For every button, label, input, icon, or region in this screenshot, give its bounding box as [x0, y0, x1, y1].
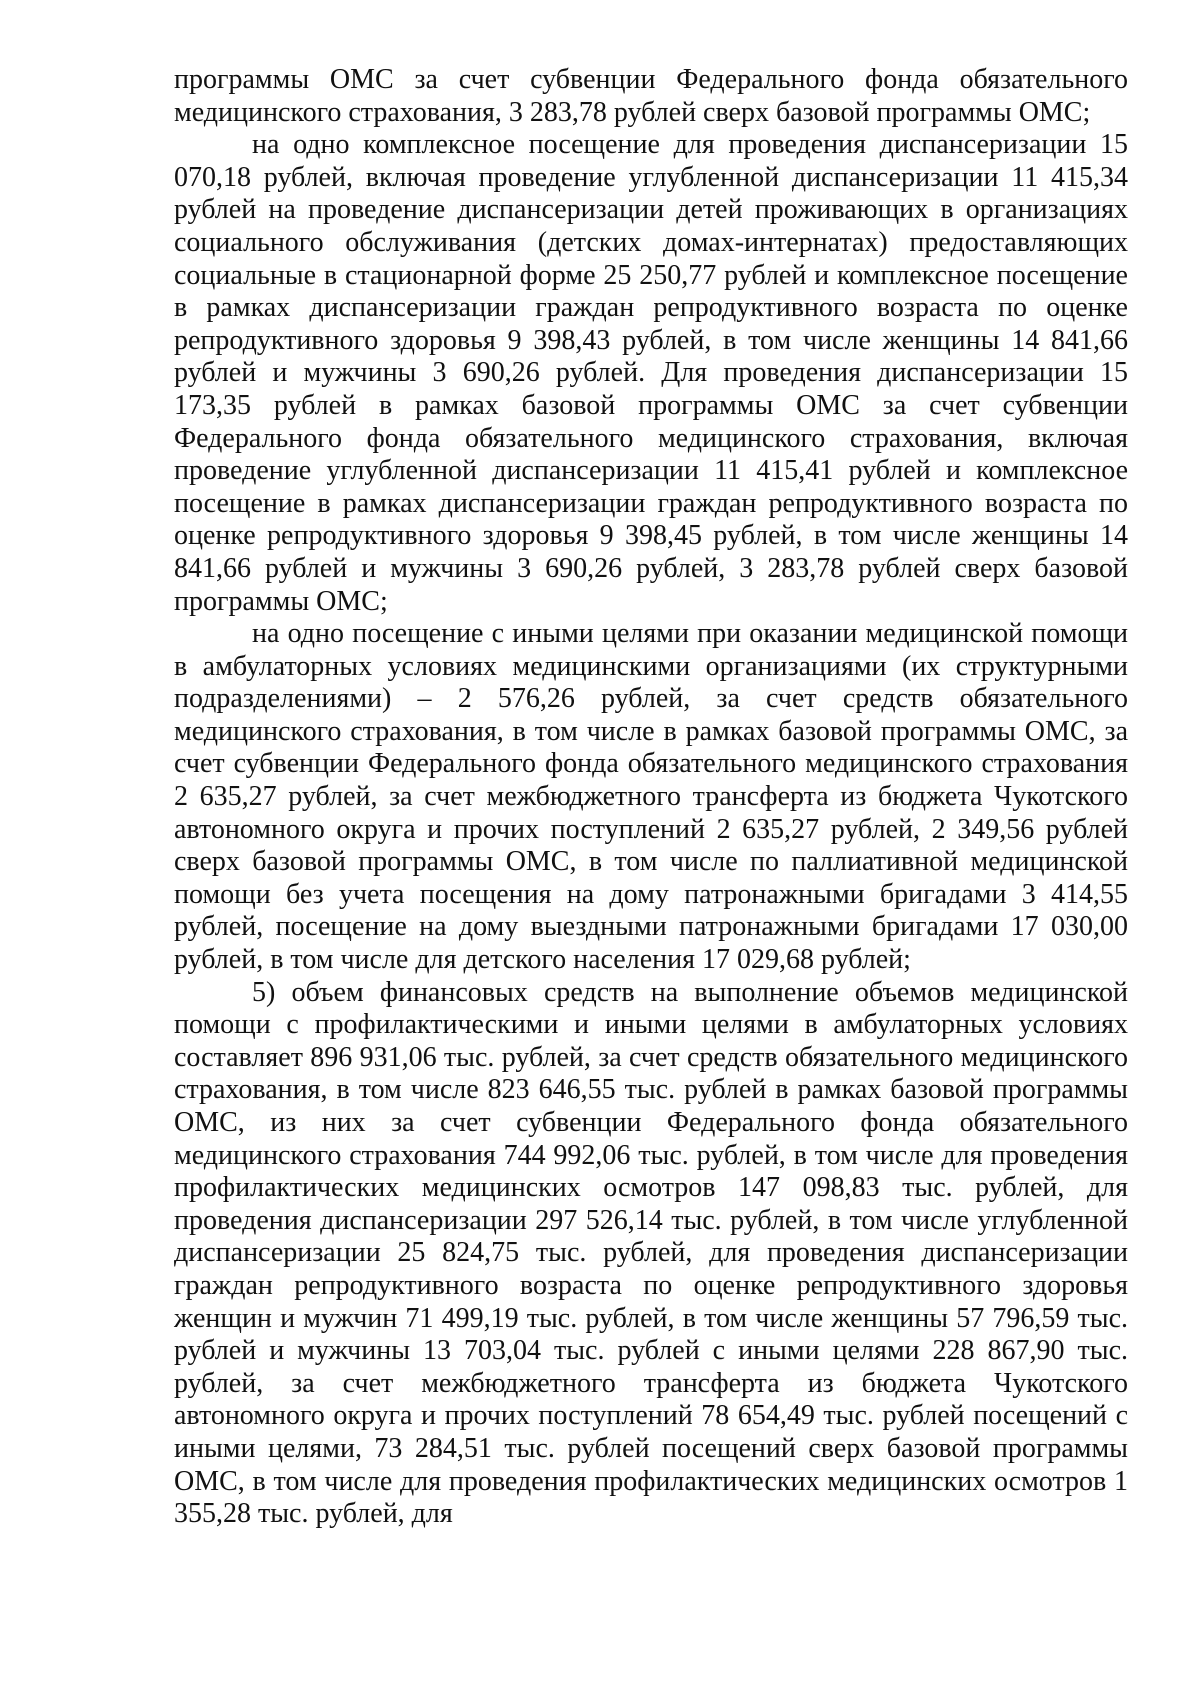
- paragraph-4: 5) объем финансовых средств на выполнение объемов медицинской помощи с профилактическими и иными целями в амбулаторных условиях составляет 896 931,06 тыс. рублей, за счет средств обязательного медицинского страхования, в том числе 823 646,55 тыс. рублей в рамках базовой программы ОМС, из них за счет субвенции Федерального фонда обязательного медицинского страхования 744 992,06 тыс. рублей, в том числе для проведения профилактических медицинских осмотров 147 098,83 тыс. рублей, для проведения диспансеризации 297 526,14 тыс. рублей, в том числе углубленной диспансеризации 25 824,75 тыс. рублей, для проведения диспансеризации граждан репродуктивного возраста по оценке репродуктивного здоровья женщин и мужчин 71 499,19 тыс. рублей, в том числе женщины 57 796,59 тыс. рублей и мужчины 13 703,04 тыс. рублей с иными целями 228 867,90 тыс. рублей, за счет межбюджетного трансферта из бюджета Чукотского автономного округа и прочих поступлений 78 654,49 тыс. рублей посещений с иными целями, 73 284,51 тыс. рублей посещений сверх базовой программы ОМС, в том числе для проведения профилактических медицинских осмотров 1 355,28 тыс. рублей, для: [174, 976, 1128, 1530]
- document-page: [174, 64, 1128, 1531]
- paragraph-3: на одно посещение с иными целями при оказании медицинской помощи в амбулаторных условиях медицинскими организациями (их структурными подразделениями) – 2 576,26 рублей, за счет средств обязательного медицинского страхования, в том числе в рамках базовой программы ОМС, за счет субвенции Федерального фонда обязательного медицинского страхования 2 635,27 рублей, за счет межбюджетного трансферта из бюджета Чукотского автономного округа и прочих поступлений 2 635,27 рублей, 2 349,56 рублей сверх базовой программы ОМС, в том числе по паллиативной медицинской помощи без учета посещения на дому патронажными бригадами 3 414,55 рублей, посещение на дому выездными патронажными бригадами 17 030,00 рублей, в том числе для детского населения 17 029,68 рублей;: [174, 618, 1128, 976]
- paragraph-2: на одно комплексное посещение для проведения диспансеризации 15 070,18 рублей, включая проведение углубленной диспансеризации 11 415,34 рублей на проведение диспансеризации детей проживающих в организациях социального обслуживания (детских домах-интернатах) предоставляющих социальные в стационарной форме 25 250,77 рублей и комплексное посещение в рамках диспансеризации граждан репродуктивного возраста по оценке репродуктивного здоровья 9 398,43 рублей, в том числе женщины 14 841,66 рублей и мужчины 3 690,26 рублей. Для проведения диспансеризации 15 173,35 рублей в рамках базовой программы ОМС за счет субвенции Федерального фонда обязательного медицинского страхования, включая проведение углубленной диспансеризации 11 415,41 рублей и комплексное посещение в рамках диспансеризации граждан репродуктивного возраста по оценке репродуктивного здоровья 9 398,45 рублей, в том числе женщины 14 841,66 рублей и мужчины 3 690,26 рублей, 3 283,78 рублей сверх базовой программы ОМС;: [174, 129, 1128, 617]
- paragraph-1: программы ОМС за счет субвенции Федерального фонда обязательного медицинского страхования, 3 283,78 рублей сверх базовой программы ОМС;: [174, 64, 1128, 128]
